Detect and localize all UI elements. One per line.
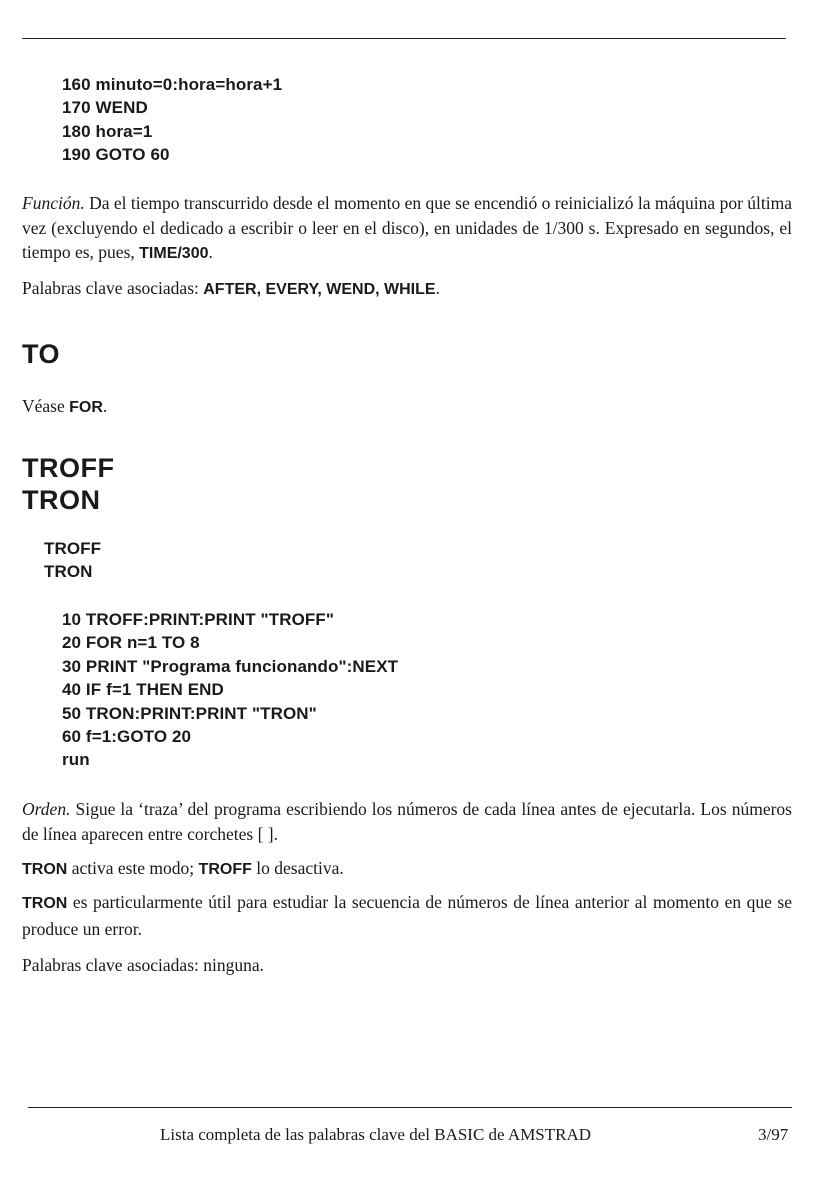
time-function-paragraph: Función. Da el tiempo transcurrido desde el momento en que se encendió o reinicializó la máquina por última vez (excluyendo el dedicado a escribir o leer en el disco), en unidades de 1/300 s. Expresado en segundos, el tiempo es, pues, TIME/300. [22,193,792,262]
code-line: 190 GOTO 60 [62,145,170,165]
function-text: Da el tiempo transcurrido desde el momento en que se encendió o reinicializó la máquina por última vez (excluyendo el dedicado a escribir o leer en el disco), en unidades de 1/300 s. Expresado en segundos, el tiempo es, pues, [22,193,792,262]
to-see-also: Véase FOR. [22,396,108,416]
heading-troff: TROFF [22,453,115,483]
order-paragraph: Orden. Sigue la ‘traza’ del programa escribiendo los números de cada línea antes de ejecutarla. Los números de línea aparecen entre corchetes [ ]. [22,799,792,844]
code-line: 50 TRON:PRINT:PRINT "TRON" [62,703,317,723]
code-line: run [62,750,90,770]
code-line: 60 f=1:GOTO 20 [62,726,192,746]
function-label: Función. [22,193,85,213]
time-related-keywords: Palabras clave asociadas: AFTER, EVERY, WEND, WHILE. [22,278,440,298]
code-line: 170 WEND [62,98,148,118]
heading-to: TO [22,339,61,369]
code-line: 20 FOR n=1 TO 8 [62,633,200,653]
bottom-rule [28,1107,792,1108]
code-block-top [62,73,282,167]
syntax-block [44,537,101,584]
order-label: Orden. [22,799,71,819]
code-block-troff [62,608,398,772]
code-line: 160 minuto=0:hora=hora+1 [62,75,283,94]
time300-keyword: TIME/300 [139,245,209,262]
heading-tron: TRON [22,485,101,515]
troff-related-keywords: Palabras clave asociadas: ninguna. [22,955,264,975]
tron-troff-paragraph: TRON activa este modo; TROFF lo desactiva. [22,858,344,878]
syntax-line: TRON [44,562,93,582]
top-rule [22,38,786,39]
code-line: 30 PRINT "Programa funcionando":NEXT [62,656,399,676]
footer-title: Lista completa de las palabras clave del BASIC de AMSTRAD [160,1125,592,1144]
code-line: 180 hora=1 [62,121,153,141]
tron-usage-paragraph: TRON es particularmente útil para estudiar la secuencia de números de línea anterior al momento en que se produce un error. [22,892,792,939]
for-keyword: FOR [69,399,103,416]
code-line: 10 TROFF:PRINT:PRINT "TROFF" [62,610,335,629]
related-keywords-list: AFTER, EVERY, WEND, WHILE [203,281,436,298]
page-number: 3/97 [758,1125,789,1144]
syntax-line: TROFF [44,539,102,558]
code-line: 40 IF f=1 THEN END [62,680,224,700]
